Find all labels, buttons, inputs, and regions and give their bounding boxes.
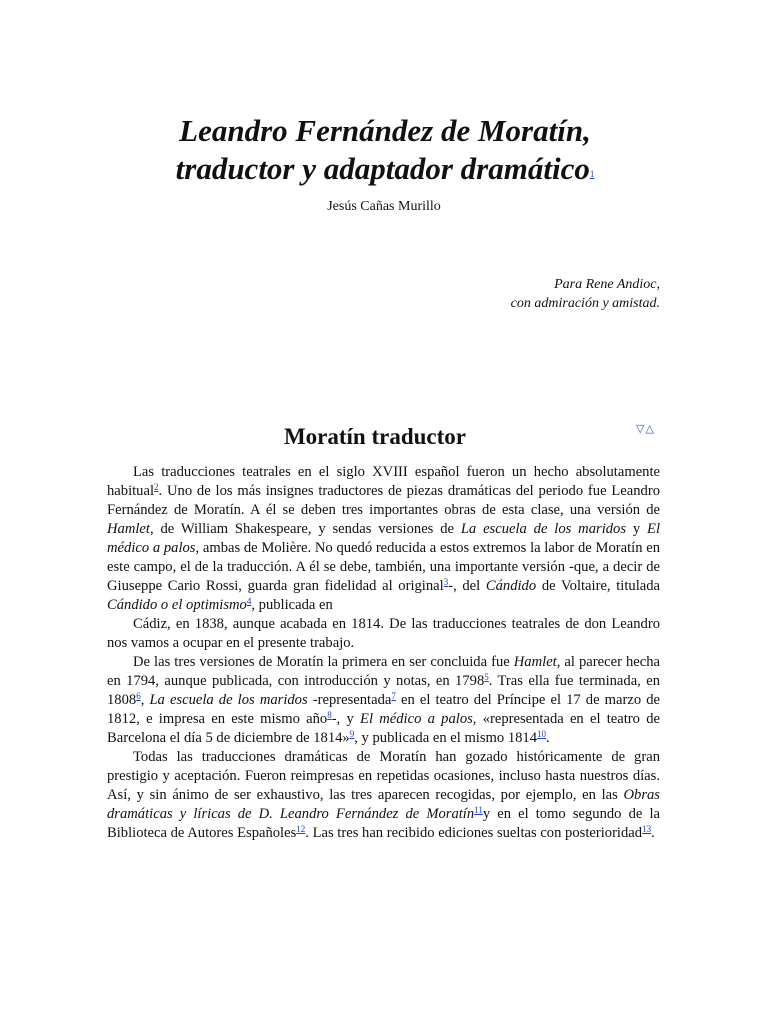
text-run: ,	[140, 692, 150, 708]
dedication-line-1: Para Rene Andioc,	[554, 277, 660, 292]
text-run: -, y	[331, 711, 361, 727]
italic-run: Obras dramáticas y líricas de D. Leandro Fernández de Moratín	[107, 787, 660, 822]
text-run: .	[546, 730, 550, 746]
title-line-1: Leandro Fernández de Moratín,	[179, 113, 591, 148]
footnote-link-6[interactable]: 6	[136, 691, 141, 701]
paragraph-1	[107, 463, 660, 615]
italic-run: El médico a palos	[107, 521, 661, 556]
footnote-link-10[interactable]: 10	[537, 729, 547, 739]
footnote-link-7[interactable]: 7	[391, 691, 396, 701]
dedication	[511, 275, 660, 313]
text-run: Todas las traducciones dramáticas de Moratín han gozado históricamente de gran prestigio y aceptación. Fueron reimpresas en repetidas ocasiones, incluso hasta nuestros días. Así, y sin ánimo de ser exhaustivo, las tres aparecen recogidas, por ejemplo, en las	[107, 749, 660, 803]
body-text	[107, 463, 660, 843]
text-run: De las tres versiones de Moratín la primera en ser concluida fue	[133, 654, 514, 670]
text-run: en el teatro del Príncipe el 17 de marzo de 1812, e impresa en este mismo año	[107, 692, 660, 727]
text-run: . Las tres han recibido ediciones sueltas con posterioridad	[305, 825, 643, 841]
text-run: , ambas de Molière. No quedó reducida a estos extremos la labor de Moratín en este campo, el de la traducción. A él se debe, también, una importante versión -que, a decir de Giuseppe Cario Rossi, guarda gran fidelidad al original	[107, 540, 660, 594]
dedication-line-2: con admiración y amistad.	[510, 296, 660, 311]
paragraph-2: Cádiz, en 1838, aunque acabada en 1814. De las traducciones teatrales de don Leandro nos vamos a ocupar en el presente trabajo.	[107, 616, 660, 651]
footnote-link-8[interactable]: 8	[327, 710, 332, 720]
italic-run: La escuela de los maridos	[149, 692, 308, 708]
footnote-link-13[interactable]: 13	[642, 824, 652, 834]
footnote-link-5[interactable]: 5	[484, 672, 489, 682]
text-run: . Tras ella fue terminada, en 1808	[107, 673, 661, 708]
text-run: , «representada en el teatro de Barcelona el día 5 de diciembre de 1814»	[107, 711, 660, 746]
italic-run: Cándido	[485, 578, 537, 594]
italic-run: Hamlet	[513, 654, 557, 670]
text-run: , publicada en	[251, 597, 333, 613]
text-run: .	[651, 825, 655, 841]
author-name: Jesús Cañas Murillo	[327, 199, 441, 214]
paragraph-4	[107, 748, 660, 843]
italic-run: La escuela de los maridos	[460, 521, 627, 537]
section-heading: Moratín traductor	[283, 424, 467, 449]
text-run: -representada	[307, 692, 392, 708]
text-run: Las traducciones teatrales en el siglo XVIII español fueron un hecho absolutamente habitual	[107, 464, 660, 499]
title-line-2: traductor y adaptador dramático	[175, 151, 590, 186]
italic-run: Cándido o el optimismo	[107, 597, 247, 613]
document-title	[80, 112, 690, 193]
text-run: y	[626, 521, 648, 537]
italic-run: Hamlet	[107, 521, 150, 537]
text-run: -, del	[448, 578, 486, 594]
footnote-link-4[interactable]: 4	[246, 596, 252, 606]
paragraph-3	[107, 653, 660, 748]
footnote-link-2[interactable]: 2	[154, 482, 159, 492]
text-run: , al parecer hecha en 1794, aunque publicada, con introducción y notas, en 1798	[107, 654, 660, 689]
text-run: . Uno de los más insignes traductores de piezas dramáticas del periodo fue Leandro Fernández de Moratín. A él se deben tres importantes obras de esta clase, una versión de	[107, 483, 660, 518]
footnote-link-9[interactable]: 9	[349, 729, 355, 739]
text-run: de Voltaire, titulada	[536, 578, 660, 594]
text-run: , y publicada en el mismo 1814	[354, 730, 538, 746]
text-run: , de William Shakespeare, y sendas versiones de	[149, 521, 461, 537]
footnote-link-11[interactable]: 11	[474, 805, 483, 815]
italic-run: El médico a palos	[360, 711, 473, 727]
title-footnote-link[interactable]: 1	[589, 169, 595, 179]
navigation-arrows-icon[interactable]: ▽△	[636, 423, 655, 435]
footnote-link-3[interactable]: 3	[443, 577, 449, 587]
footnote-link-12[interactable]: 12	[296, 824, 306, 834]
title-line-2-wrap	[176, 151, 595, 186]
text-run: y en el tomo segundo de la Biblioteca de Autores Españoles	[107, 806, 660, 841]
